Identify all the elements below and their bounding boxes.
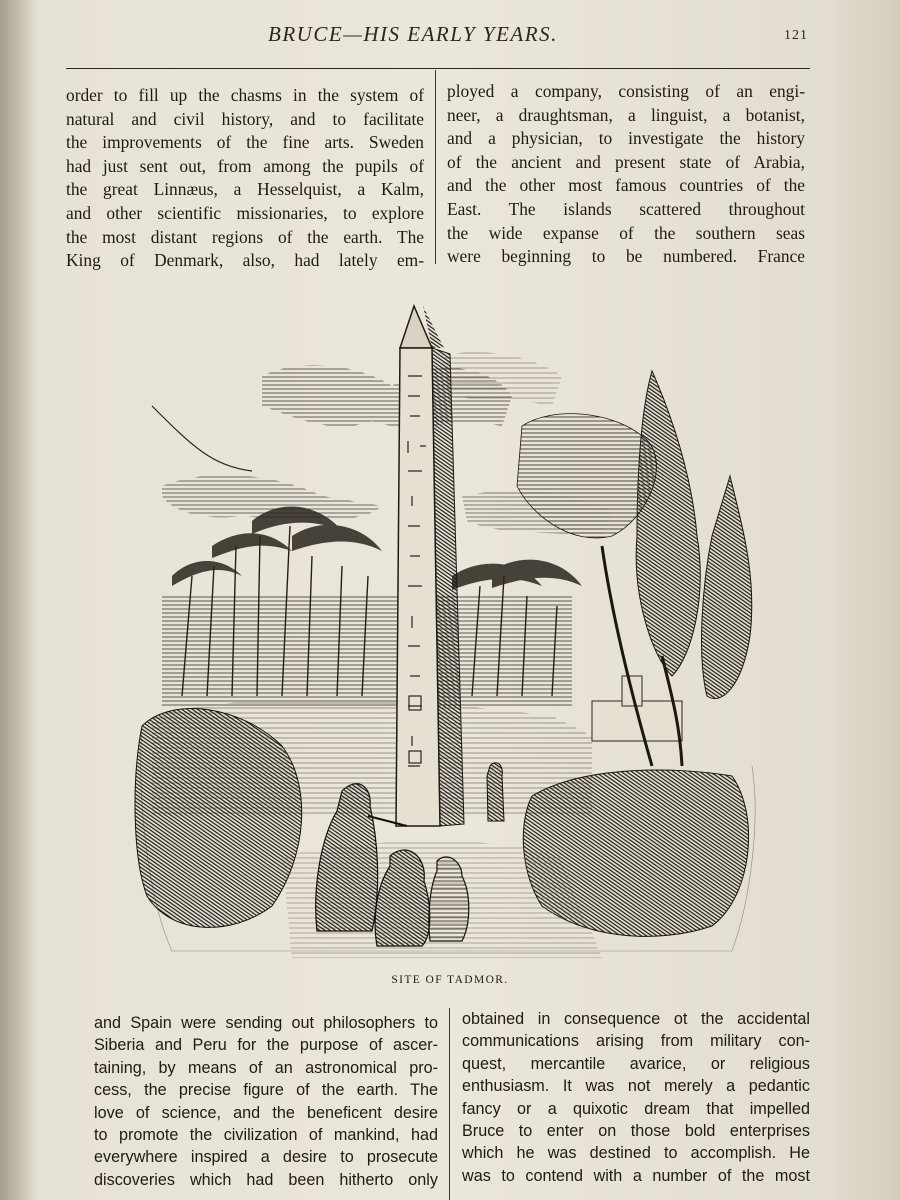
text-line: natural and civil history, and to facilitate [66,108,424,129]
text-line: order to fill up the chasms in the system of [66,85,424,105]
text-line: fancy or a quixotic dream that impelled [462,1099,810,1118]
text-line: to promote the civilization of mankind, had [94,1126,438,1145]
text-line: everywhere inspired a desire to prosecute [94,1148,438,1167]
header-rule [66,68,810,69]
bottom-right-column [462,1008,810,1187]
text-line: were beginning to be numbered. France [447,246,805,267]
top-left-column [66,84,424,273]
text-line: discoveries which had been hitherto only [94,1170,438,1189]
page-number: 121 [784,28,808,43]
text-line: had just sent out, from among the pupils of [66,155,424,176]
text-line: the great Linnæus, a Hesselquist, a Kalm, [66,179,424,200]
text-line: and other scientific missionaries, to explore [66,202,424,223]
text-line: enthusiasm. It was not merely a pedantic [462,1077,810,1096]
figure-caption: SITE OF TADMOR. [391,974,509,986]
top-right-column [447,80,805,269]
palm-grove [162,507,582,706]
text-line: cess, the precise figure of the earth. The [94,1081,438,1100]
text-line: Bruce to enter on those bold enterprises [462,1122,810,1141]
binding-shadow [0,0,38,1200]
text-line: the wide expanse of the southern seas [447,222,805,243]
column-rule-top [435,70,436,264]
running-title: BRUCE—HIS EARLY YEARS. [268,22,558,46]
engraving-illustration [132,296,760,958]
text-line: and Spain were sending out philosophers to [94,1014,438,1032]
text-line: and a physician, to investigate the history [447,128,805,149]
text-line: communications arising from military con- [462,1032,810,1051]
text-line: taining, by means of an astronomical pro- [94,1058,438,1077]
text-line: King of Denmark, also, had lately em- [66,250,424,271]
text-line: which he was destined to accomplish. He [462,1144,810,1163]
text-line: the improvements of the fine arts. Sweden [66,132,424,153]
text-line: was to contend with a number of the most [462,1166,810,1185]
text-line: Siberia and Peru for the purpose of ascer- [94,1036,438,1055]
bottom-left-column [94,1012,438,1191]
text-line: East. The islands scattered throughout [447,198,805,219]
text-line: and the other most famous countries of the [447,175,805,196]
text-line: love of science, and the beneficent desire [94,1103,438,1122]
text-line: ployed a company, consisting of an engi- [447,81,805,101]
text-line: of the ancient and present state of Arabia, [447,151,805,172]
column-rule-bottom [449,1008,450,1200]
foreground-bush-left [135,709,302,928]
text-line: quest, mercantile avarice, or religious [462,1054,810,1073]
text-line: the most distant regions of the earth. The [66,226,424,247]
text-line: neer, a draughtsman, a linguist, a botanist, [447,104,805,125]
text-line: obtained in consequence ot the accidental [462,1010,810,1028]
